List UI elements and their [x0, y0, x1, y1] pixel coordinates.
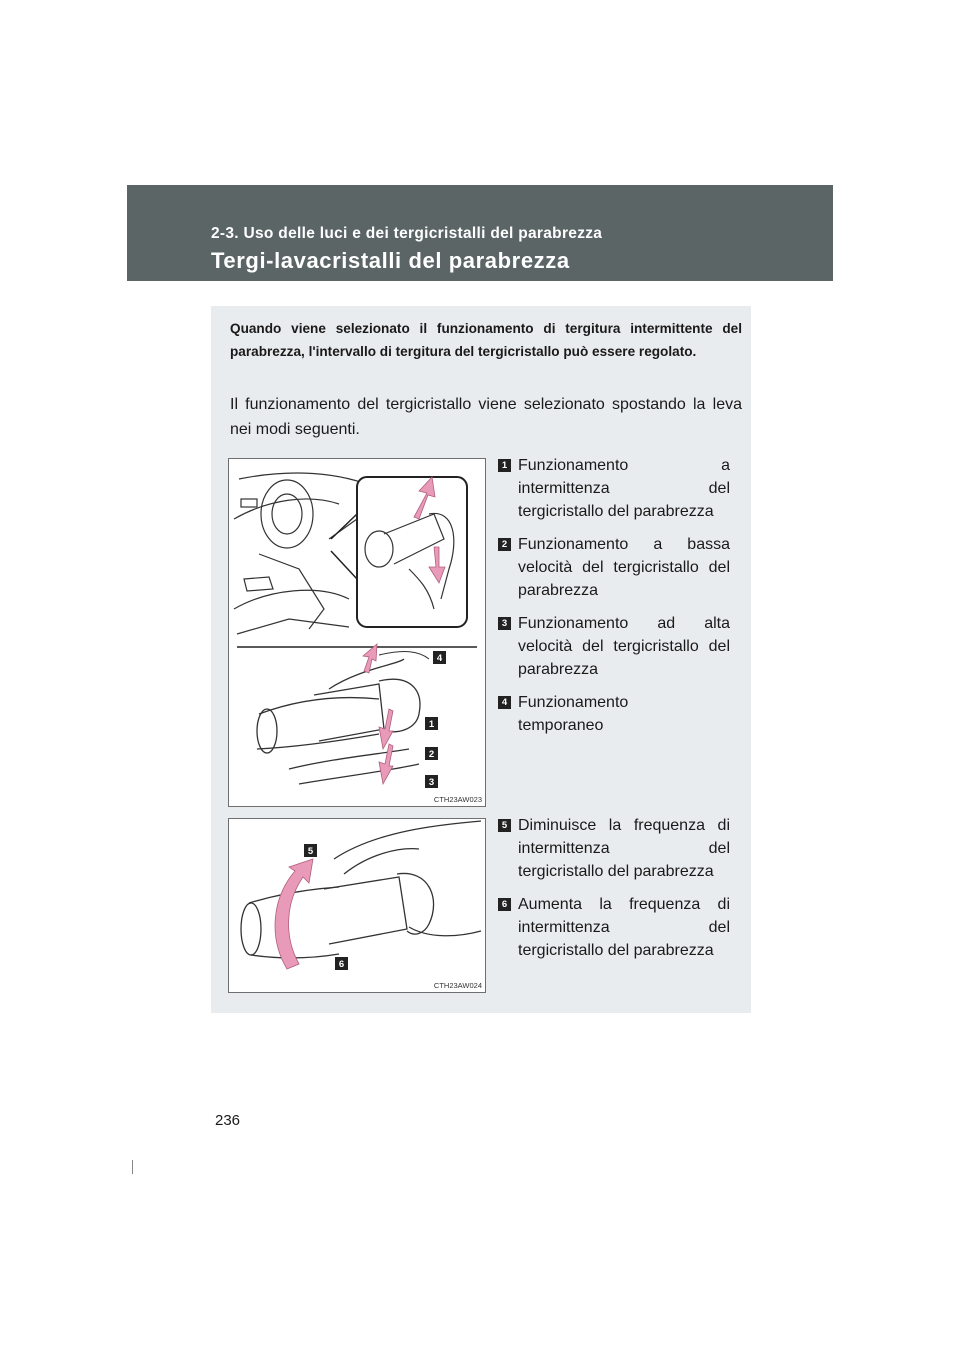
list-item: 2 Funzionamento a bassa velocità del tergicristallo del parabrezza	[498, 533, 730, 602]
margin-line	[132, 1160, 133, 1174]
callout-6: 6	[338, 959, 345, 970]
frequency-ring-illustration	[229, 819, 485, 992]
page-number: 236	[215, 1112, 241, 1129]
callout-1: 1	[428, 719, 435, 730]
callout-4: 4	[436, 653, 443, 664]
item-number-badge: 6	[498, 898, 511, 911]
frequency-list	[498, 814, 730, 972]
item-number-badge: 4	[498, 696, 511, 709]
figure-intermittent-frequency	[228, 818, 486, 993]
list-item: 4 Funzionamento temporaneo	[498, 691, 730, 737]
list-item: 1 Funzionamento a intermittenza del tergicristallo del parabrezza	[498, 454, 730, 523]
list-item: 6 Aumenta la frequenza di intermittenza del tergicristallo del parabrezza	[498, 893, 730, 962]
figure-code: CTH23AW024	[433, 981, 482, 990]
list-item: 3 Funzionamento ad alta velocità del tergicristallo del parabrezza	[498, 612, 730, 681]
page-title: Tergi-lavacristalli del parabrezza	[211, 248, 570, 273]
intro-paragraph: Il funzionamento del tergicristallo viene selezionato spostando la leva nei modi seguenti.	[230, 396, 742, 438]
figure-wiper-lever-modes	[228, 458, 486, 807]
callout-5: 5	[307, 846, 314, 857]
callout-3: 3	[428, 777, 435, 788]
item-number-badge: 3	[498, 617, 511, 630]
wiper-lever-illustration	[229, 459, 485, 806]
intro-bold-paragraph: Quando viene selezionato il funzionamento di tergitura intermittente del parabrezza, l'intervallo di tergitura del tergicristallo può essere regolato.	[230, 321, 742, 359]
content-panel	[211, 306, 751, 1013]
item-number-badge: 5	[498, 819, 511, 832]
section-header	[127, 185, 833, 281]
callout-2: 2	[428, 749, 435, 760]
list-item: 5 Diminuisce la frequenza di intermittenza del tergicristallo del parabrezza	[498, 814, 730, 883]
section-subtitle: 2-3. Uso delle luci e dei tergicristalli del parabrezza	[211, 225, 603, 242]
figure-code: CTH23AW023	[433, 795, 482, 804]
item-number-badge: 1	[498, 459, 511, 472]
mode-list	[498, 454, 730, 747]
item-number-badge: 2	[498, 538, 511, 551]
